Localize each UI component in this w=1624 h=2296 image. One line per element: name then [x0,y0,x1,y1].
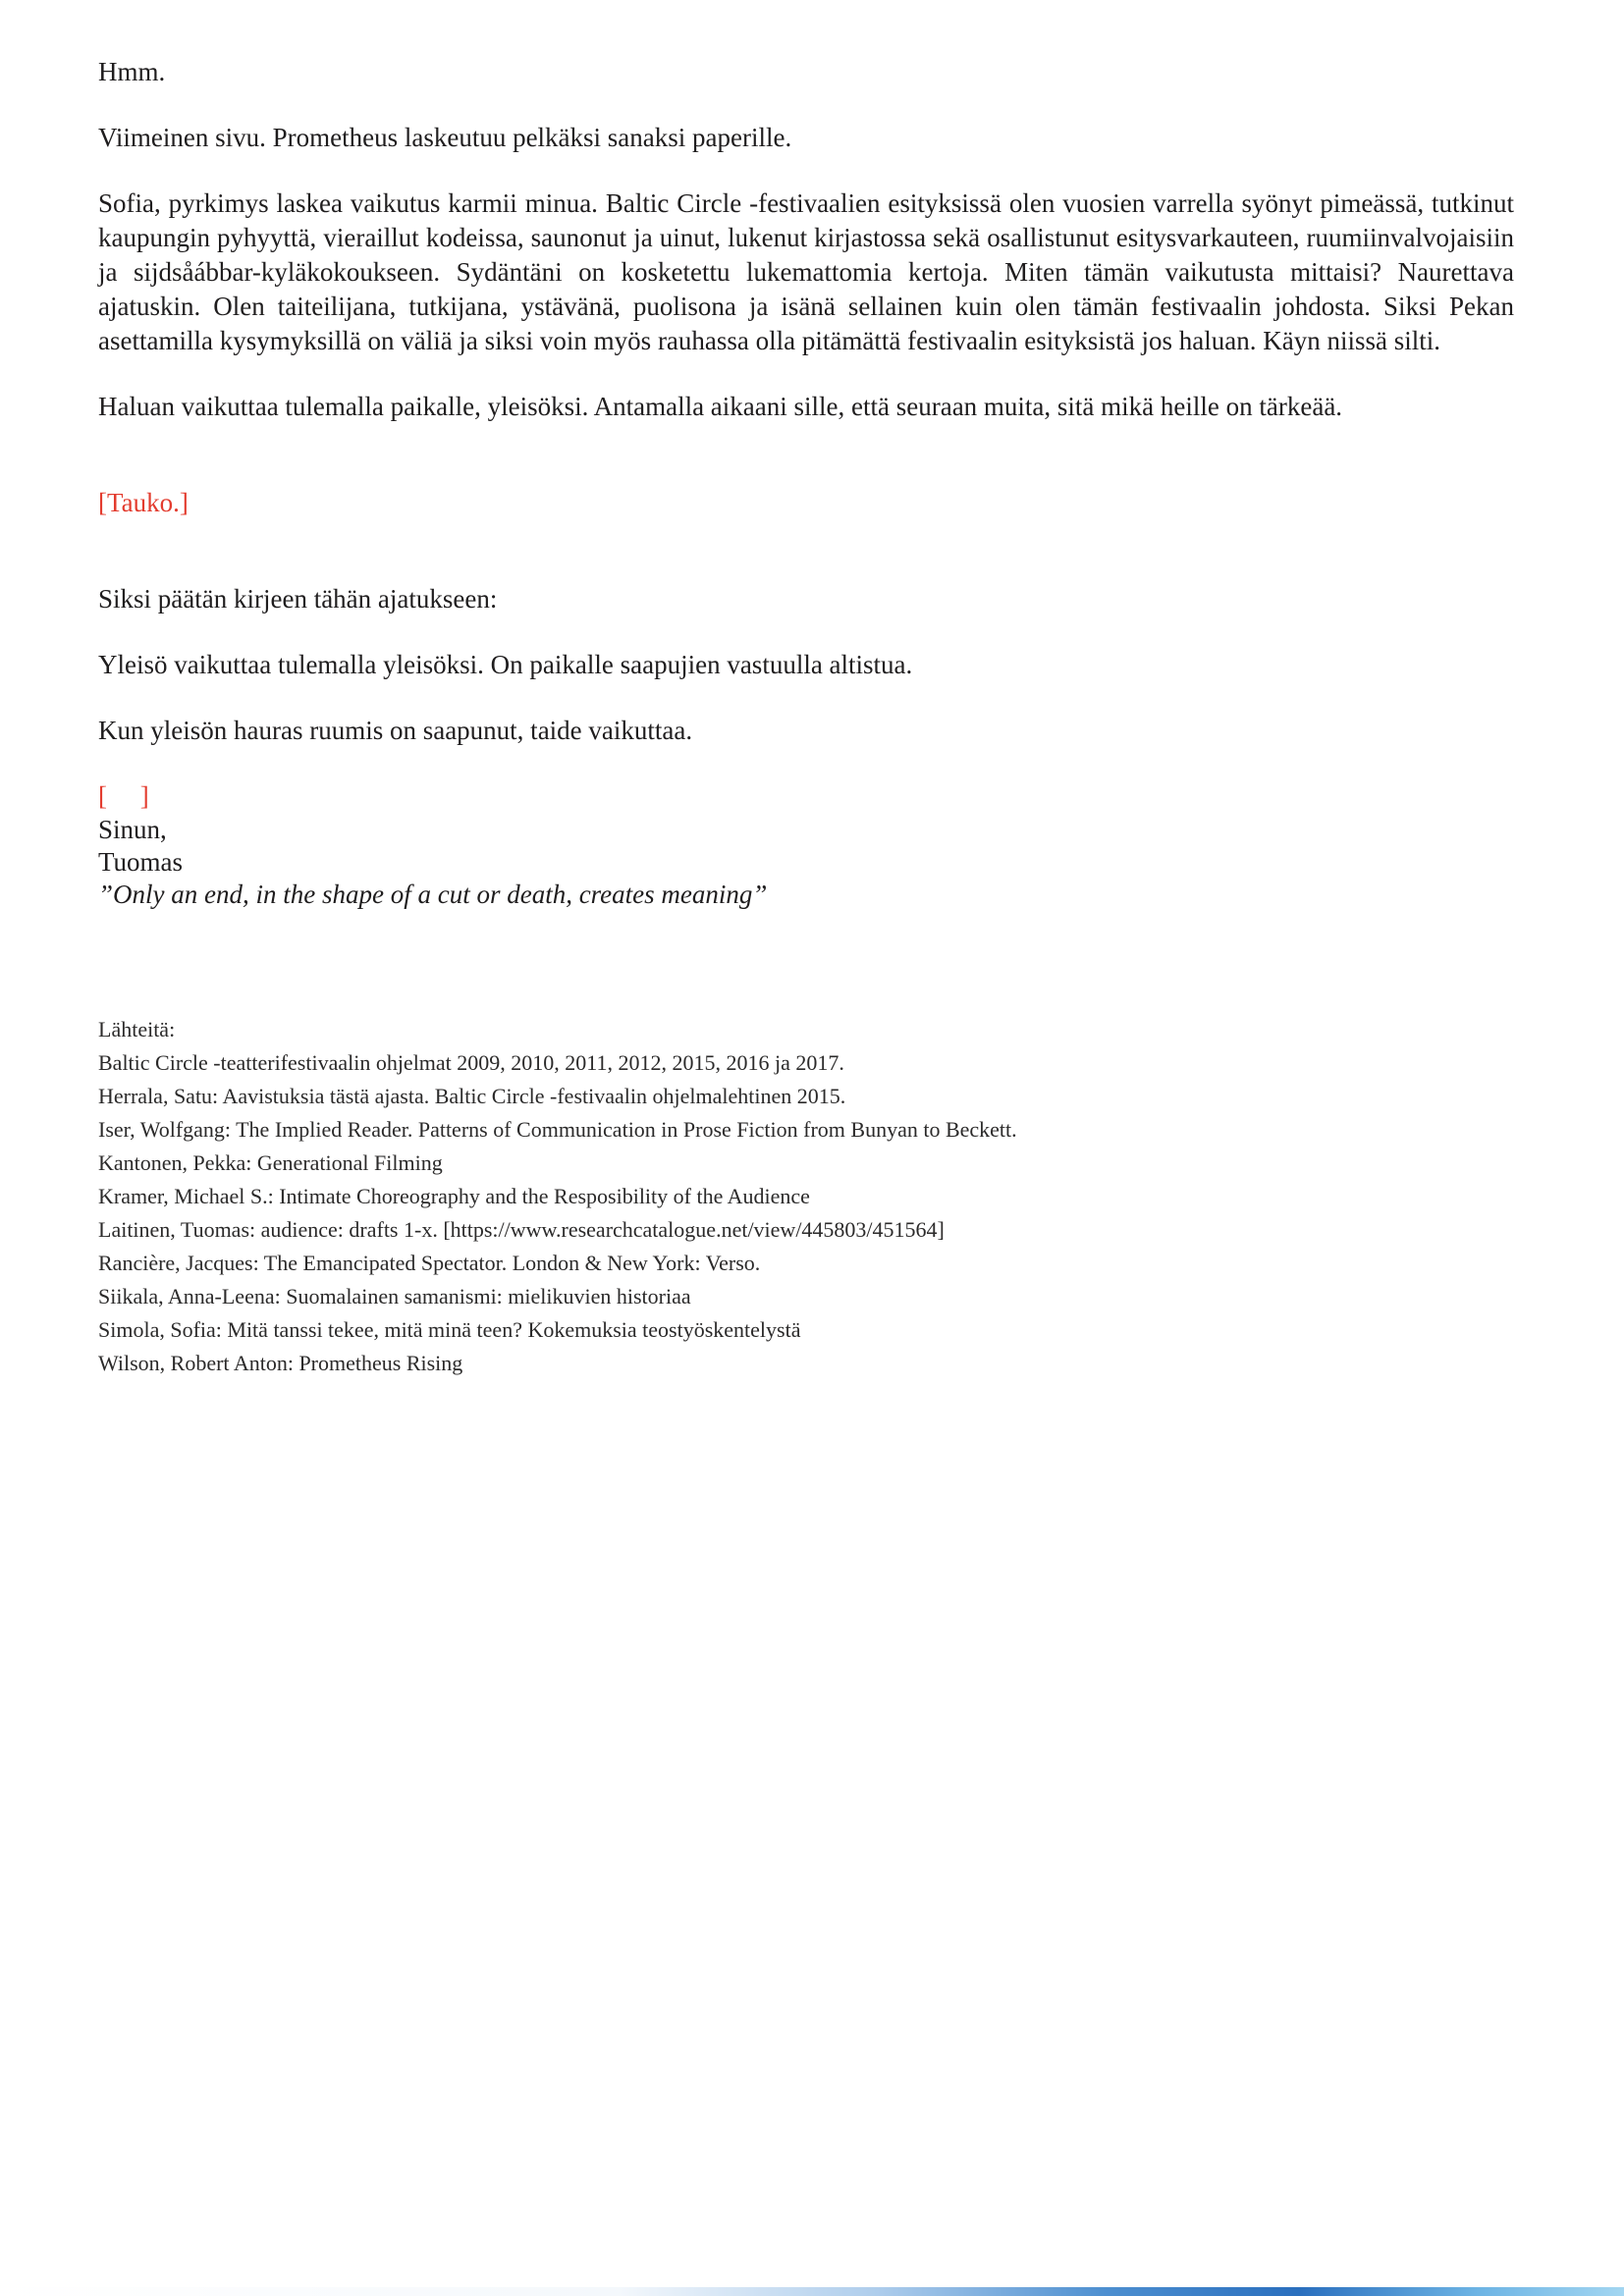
source-item: Iser, Wolfgang: The Implied Reader. Patterns of Communication in Prose Fiction from Bunyan to Beckett. [98,1117,1017,1142]
paragraph-yleiso: Yleisö vaikuttaa tulemalla yleisöksi. On paikalle saapujien vastuulla altistua. [98,650,913,679]
source-item: Herrala, Satu: Aavistuksia tästä ajasta. Baltic Circle -festivaalin ohjelmalehtinen 2015. [98,1084,846,1108]
source-item: Rancière, Jacques: The Emancipated Spectator. London & New York: Verso. [98,1251,761,1275]
source-item: Laitinen, Tuomas: audience: drafts 1-x. [https://www.researchcatalogue.net/view/445803/451564] [98,1217,945,1242]
signature-block [98,814,1514,911]
paragraph-haluan: Haluan vaikuttaa tulemalla paikalle, yleisöksi. Antamalla aikaani sille, että seuraan muita, sitä mikä heille on tärkeää. [98,392,1343,421]
sources-heading: Lähteitä: [98,1017,176,1041]
paragraph-closing-intro: Siksi päätän kirjeen tähän ajatukseen: [98,584,498,614]
source-item: Kantonen, Pekka: Generational Filming [98,1150,443,1175]
source-item: Siikala, Anna-Leena: Suomalainen samanismi: mielikuvien historiaa [98,1284,691,1308]
footer-color-bar [0,2287,1624,2296]
source-item: Simola, Sofia: Mitä tanssi tekee, mitä minä teen? Kokemuksia teostyöskentelystä [98,1317,801,1342]
paragraph-hmm: Hmm. [98,57,166,86]
source-item: Baltic Circle -teatterifestivaalin ohjelmat 2009, 2010, 2011, 2012, 2015, 2016 ja 2017. [98,1050,844,1075]
quote-line: ”Only an end, in the shape of a cut or death, creates meaning” [98,880,768,909]
source-item: Kramer, Michael S.: Intimate Choreography and the Resposibility of the Audience [98,1184,810,1208]
pause-marker: [Tauko.] [98,488,189,517]
signature-line-tuomas: Tuomas [98,847,184,877]
paragraph-kun-yleison: Kun yleisön hauras ruumis on saapunut, taide vaikuttaa. [98,716,693,745]
empty-brackets-marker: [ ] [98,781,149,811]
paragraph-sofia: Sofia, pyrkimys laskea vaikutus karmii minua. Baltic Circle -festivaalien esityksissä olen vuosien varrella syönyt pimeässä, tutkinut kaupungin pyhyyttä, vieraillut kodeissa, saunonut ja uinut, lukenut kirjastossa sekä osallistunut esitysvarkauteen, ruumiinvalvojaisiin ja sijdsåábbar-kyläkokoukseen. Sydäntäni on kosketettu lukemattomia kertoja. Miten tämän vaikutusta mittaisi? Naurettava ajatuskin. Olen taiteilijana, tutkijana, ystävänä, puolisona ja isänä sellainen kuin olen tämän festivaalin johdosta. Siksi Pekan asettamilla kysymyksillä on väliä ja siksi voin myös rauhassa olla pitämättä festivaalin esityksistä jos haluan. Käyn niissä silti. [98,188,1514,355]
sources-section [98,1013,1514,1380]
source-item: Wilson, Robert Anton: Prometheus Rising [98,1351,463,1375]
paragraph-last-page: Viimeinen sivu. Prometheus laskeutuu pelkäksi sanaksi paperille. [98,123,792,152]
signature-line-sinun: Sinun, [98,815,167,844]
